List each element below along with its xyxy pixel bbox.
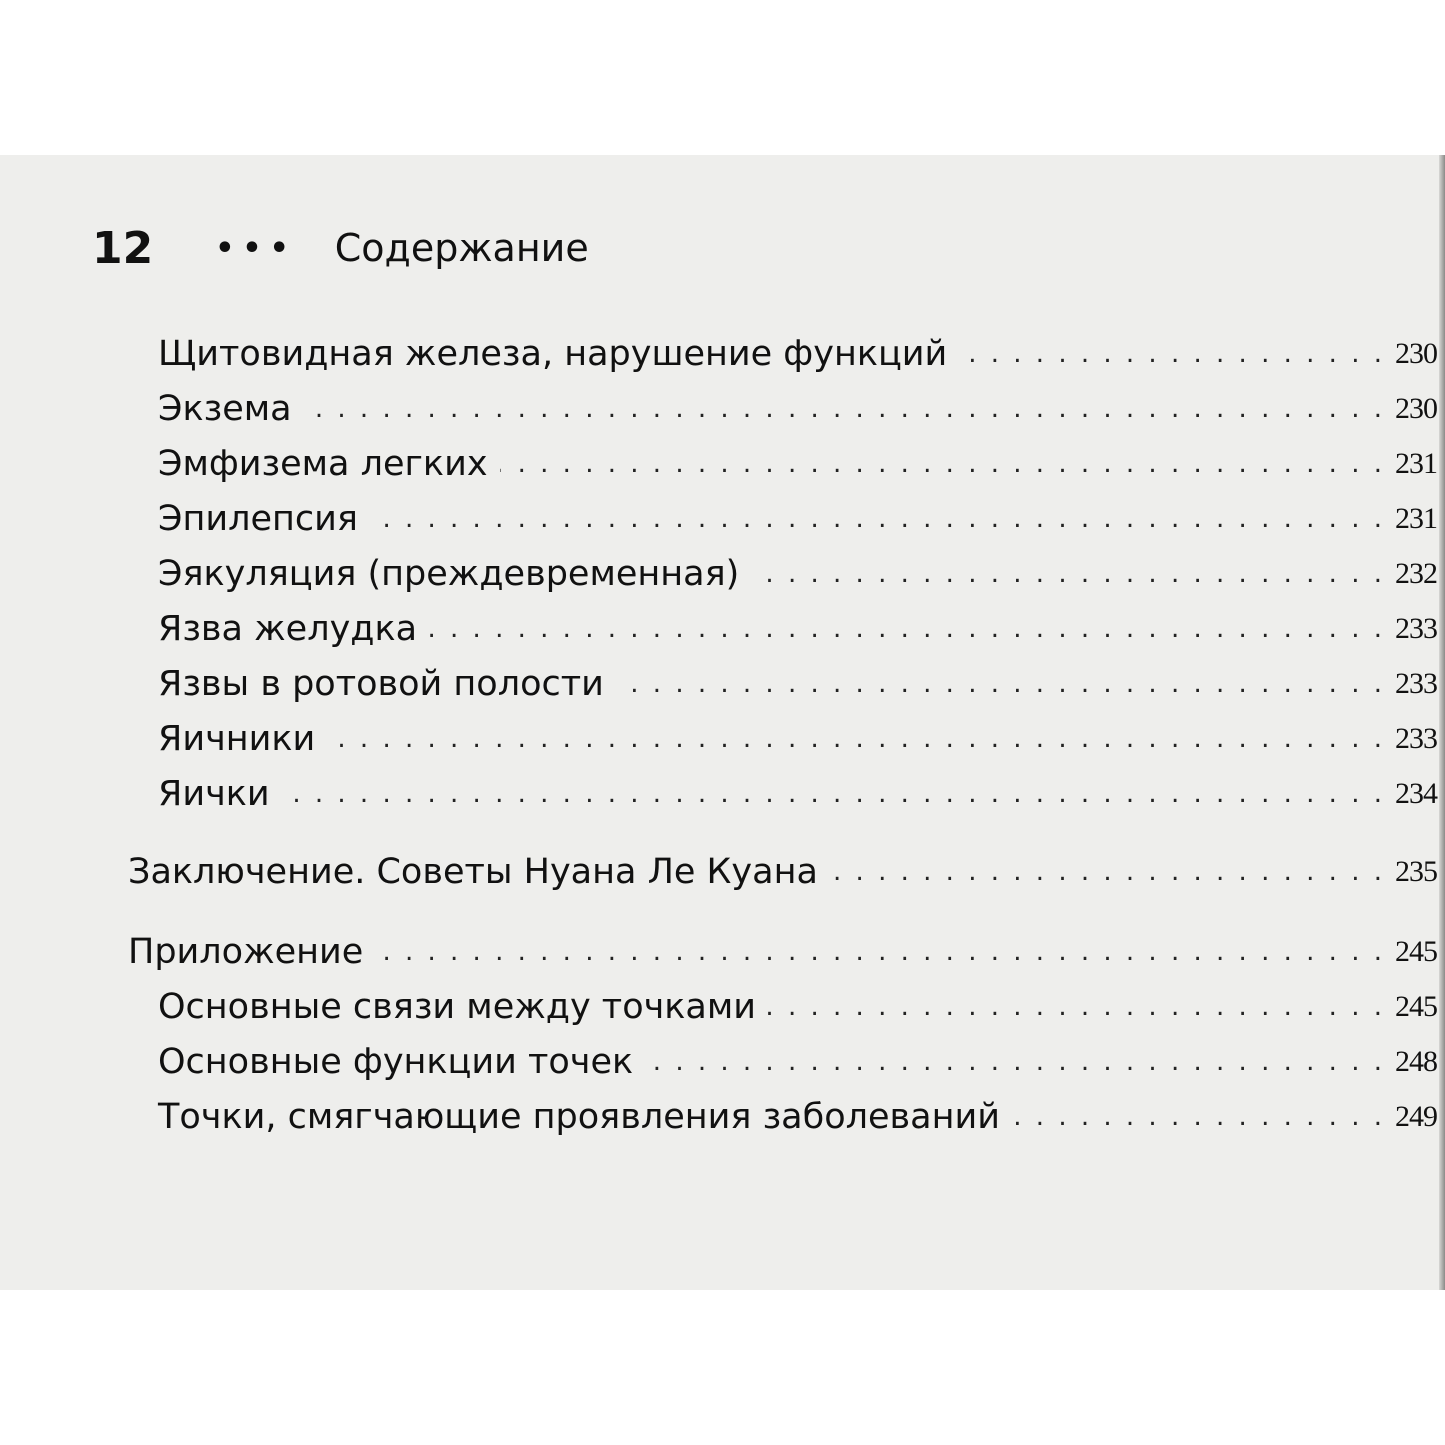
toc-entry-page: 232 xyxy=(1395,557,1437,590)
toc-entry xyxy=(128,928,1437,976)
toc-entry-page: 233 xyxy=(1395,667,1437,700)
toc-entry-label: Щитовидная железа, нарушение функций xyxy=(158,334,948,374)
toc-entry-label: Приложение xyxy=(128,932,364,972)
page-number: 12 xyxy=(92,222,154,274)
toc-entry-label: Яичники xyxy=(158,719,316,759)
toc-entry-label: Основные функции точек xyxy=(158,1042,634,1082)
toc-entry xyxy=(158,605,1437,653)
toc-entry xyxy=(158,550,1437,598)
dot-leader xyxy=(327,715,1385,763)
toc-entry xyxy=(158,385,1437,433)
toc-entry-page: 249 xyxy=(1395,1100,1437,1133)
dot-leader xyxy=(282,770,1385,818)
toc-entry xyxy=(158,660,1437,708)
toc-entry-page: 245 xyxy=(1395,990,1437,1023)
dot-leader xyxy=(304,385,1385,433)
toc-entry-page: 233 xyxy=(1395,722,1437,755)
toc-entry xyxy=(158,495,1437,543)
running-head xyxy=(92,218,589,278)
toc-entry-label: Точки, смягчающие проявления заболеваний xyxy=(158,1097,1000,1137)
ornament-dots: ••• xyxy=(215,230,297,266)
dot-leader xyxy=(1012,1093,1385,1141)
dot-leader xyxy=(830,848,1385,896)
dot-leader xyxy=(959,330,1385,378)
toc-entry xyxy=(128,848,1437,896)
toc-entry-page: 230 xyxy=(1395,392,1437,425)
dot-leader xyxy=(751,550,1385,598)
dot-leader xyxy=(429,605,1385,653)
toc-entry xyxy=(158,715,1437,763)
toc-entry-label: Эпилепсия xyxy=(158,499,358,539)
toc-entry-label: Экзема xyxy=(158,389,292,429)
toc-entry xyxy=(158,330,1437,378)
toc-entry xyxy=(158,440,1437,488)
toc-entry-page: 245 xyxy=(1395,935,1437,968)
toc-entry-label: Язвы в ротовой полости xyxy=(158,664,604,704)
toc-entry-page: 248 xyxy=(1395,1045,1437,1078)
section-title: Содержание xyxy=(334,226,589,270)
toc-entry-label: Язва желудка xyxy=(158,609,418,649)
page-edge-shadow xyxy=(1439,155,1445,1290)
toc-entry xyxy=(158,1093,1437,1141)
toc-entry-label: Эмфизема легких xyxy=(158,444,488,484)
toc-entry-label: Эякуляция (преждевременная) xyxy=(158,554,740,594)
toc-entry-page: 231 xyxy=(1395,447,1437,480)
toc-entry-page: 233 xyxy=(1395,612,1437,645)
toc-entry-label: Основные связи между точками xyxy=(158,987,757,1027)
toc-entry-page: 231 xyxy=(1395,502,1437,535)
dot-leader xyxy=(370,495,1385,543)
dot-leader xyxy=(645,1038,1385,1086)
toc-entry xyxy=(158,770,1437,818)
toc-entry xyxy=(158,983,1437,1031)
dot-leader xyxy=(375,928,1385,976)
dot-leader xyxy=(616,660,1385,708)
toc-entry-page: 230 xyxy=(1395,337,1437,370)
dot-leader xyxy=(500,440,1385,488)
dot-leader xyxy=(768,983,1385,1031)
toc-entry-page: 235 xyxy=(1395,855,1437,888)
toc-entry xyxy=(158,1038,1437,1086)
toc-entry-label: Яички xyxy=(158,774,270,814)
toc-entry-label: Заключение. Советы Нуана Ле Куана xyxy=(128,852,818,892)
toc-entry-page: 234 xyxy=(1395,777,1437,810)
